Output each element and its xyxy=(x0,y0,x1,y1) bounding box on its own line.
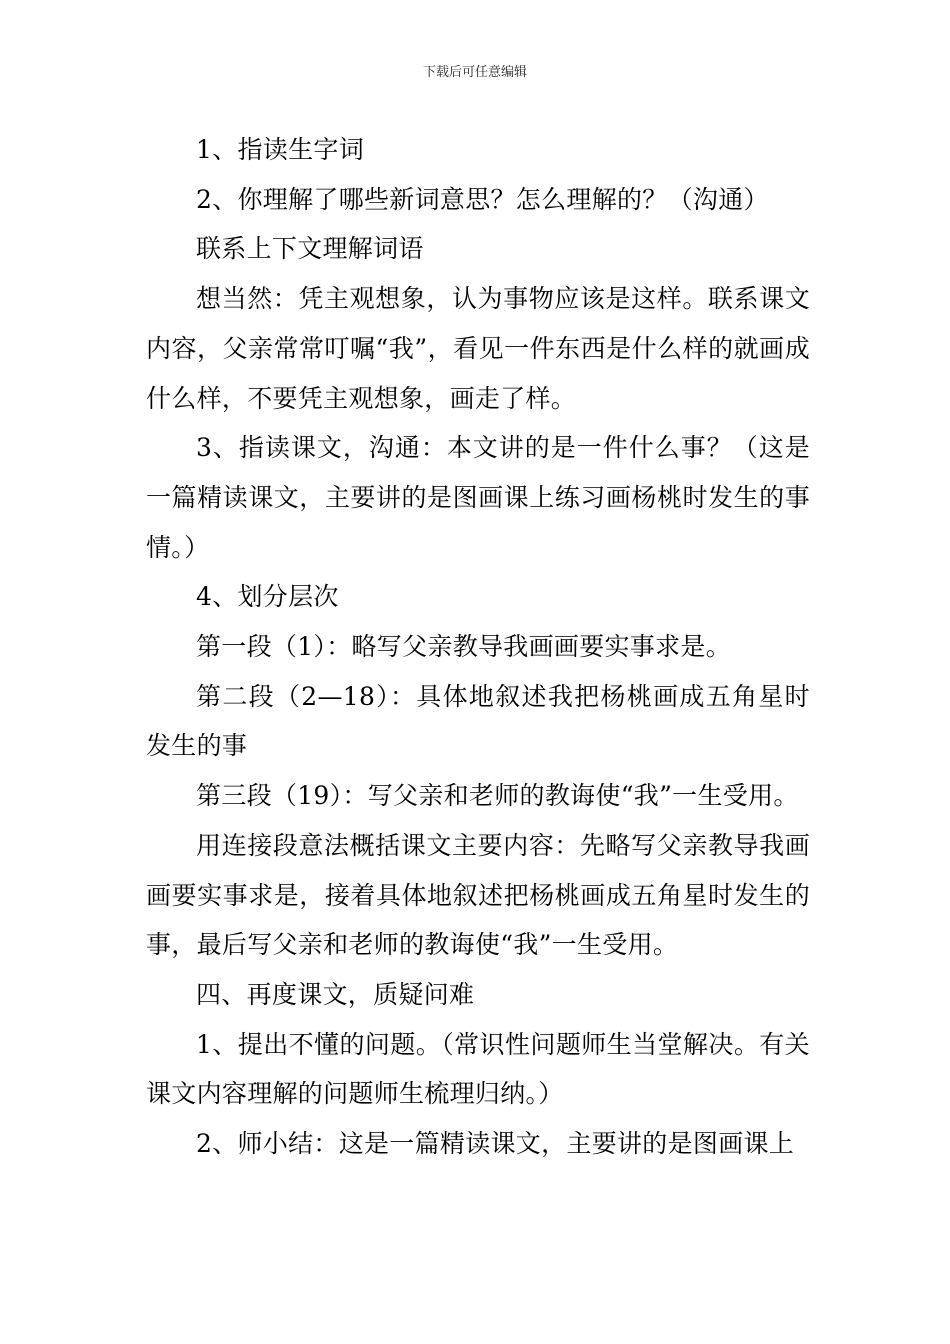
paragraph: 用连接段意法概括课文主要内容：先略写父亲教导我画画要实事求是，接着具体地叙述把杨桃画成五角星时发生的事，最后写父亲和老师的教诲使“我”一生受用。 xyxy=(146,830,810,960)
document-body xyxy=(146,125,810,1169)
paragraph: 4、划分层次 xyxy=(196,582,339,612)
paragraph: 1、提出不懂的问题。（常识性问题师生当堂解决。有关课文内容理解的问题师生梳理归纳。） xyxy=(146,1029,810,1109)
paragraph: 第三段（19）：写父亲和老师的教诲使“我”一生受用。 xyxy=(196,781,799,811)
paragraph: 第二段（2—18）：具体地叙述我把杨桃画成五角星时发生的事 xyxy=(146,681,810,761)
paragraph: 第一段（1）：略写父亲教导我画画要实事求是。 xyxy=(196,632,732,662)
paragraph: 2、师小结：这是一篇精读课文，主要讲的是图画课上 xyxy=(196,1129,795,1159)
paragraph: 2、你理解了哪些新词意思？怎么理解的？（沟通） xyxy=(196,184,769,214)
paragraph: 联系上下文理解词语 xyxy=(196,234,424,264)
paragraph: 1、指读生字词 xyxy=(196,135,365,164)
paragraph: 3、指读课文，沟通：本文讲的是一件什么事？（这是一篇精读课文，主要讲的是图画课上练习画杨桃时发生的事情。） xyxy=(146,433,810,562)
paragraph: 四、再度课文，质疑问难 xyxy=(196,979,475,1009)
page-header: 下载后可任意编辑 xyxy=(422,65,527,80)
paragraph: 想当然：凭主观想象，认为事物应该是这样。联系课文内容，父亲常常叮嘱“我”，看见一件东西是什么样的就画成什么样，不要凭主观想象，画走了样。 xyxy=(146,284,810,413)
